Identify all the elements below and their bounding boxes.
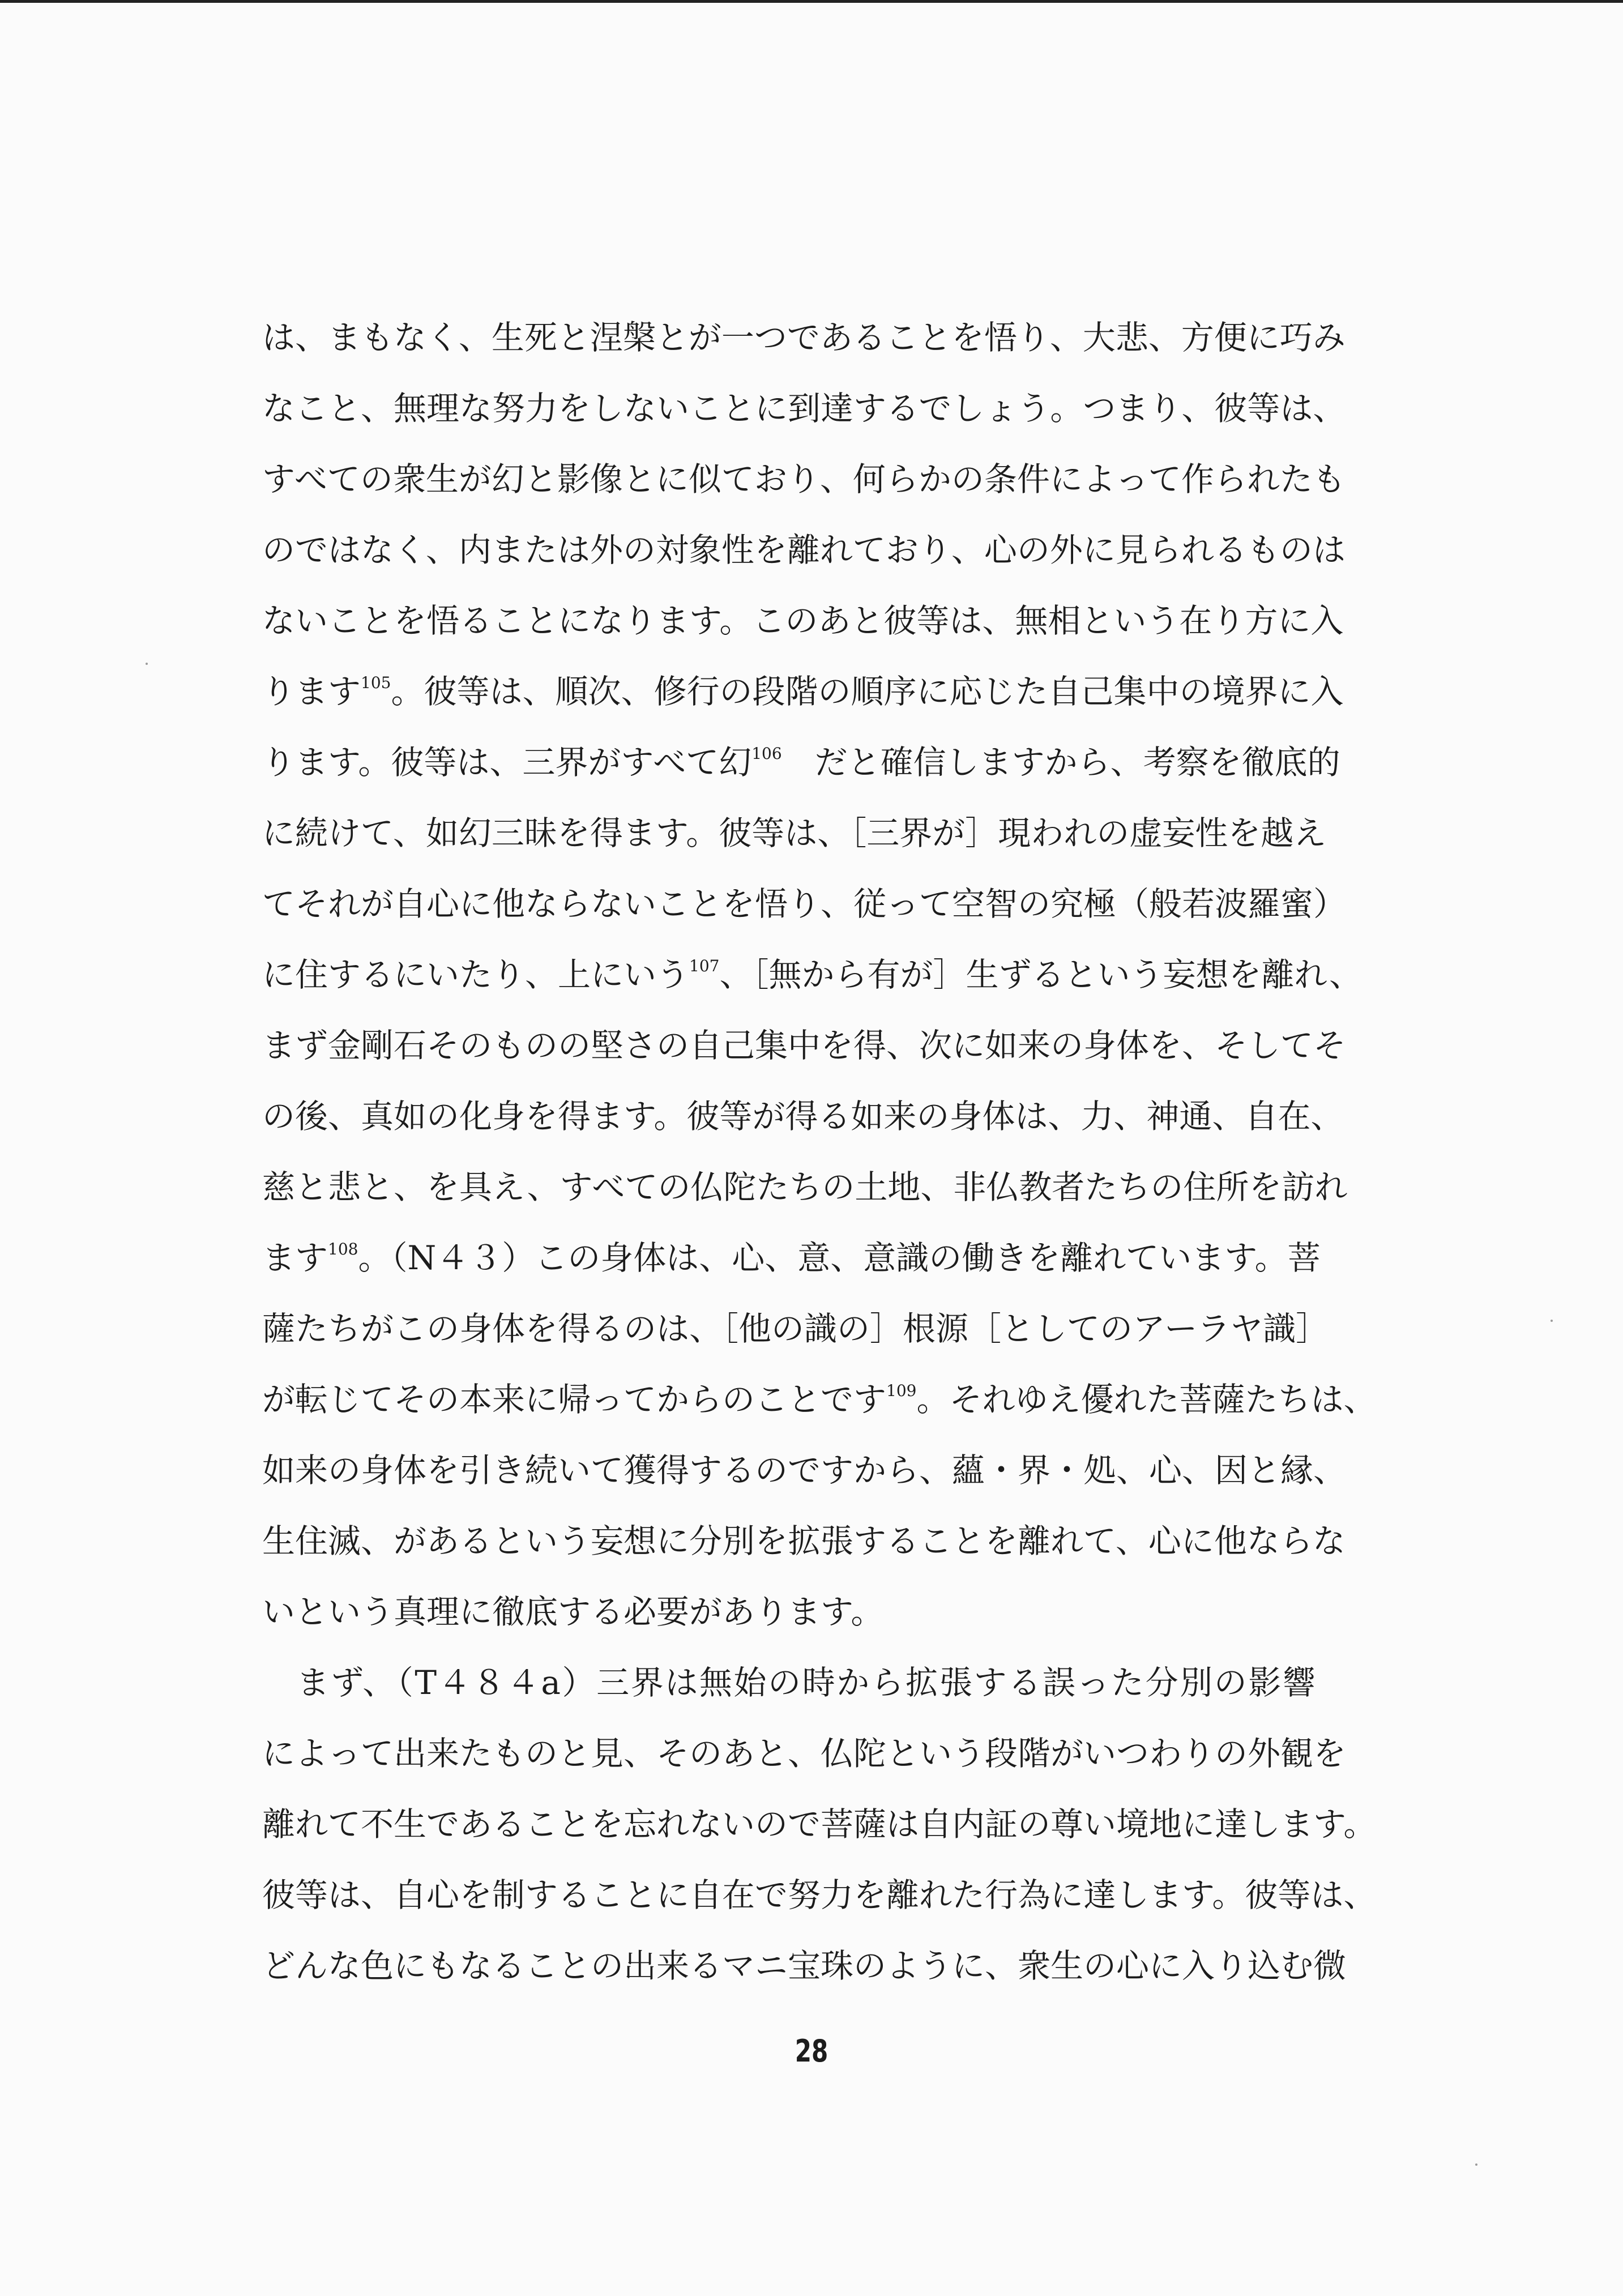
text-line bbox=[262, 667, 1344, 716]
text-line: は、まもなく、生死と涅槃とが一つであることを悟り、大悲、方便に巧み bbox=[262, 318, 1346, 357]
text-segment: 。それゆえ優れた菩薩たちは、 bbox=[916, 1380, 1377, 1419]
top-border-rule bbox=[0, 0, 1623, 3]
footnote-ref: 105 bbox=[361, 673, 391, 692]
text-line bbox=[262, 1233, 1321, 1283]
text-segment: ます bbox=[262, 1239, 328, 1277]
text-line: てそれが自心に他ならないことを悟り、従って空智の究極（般若波羅蜜） bbox=[262, 885, 1347, 923]
page-number: 28 bbox=[795, 2033, 828, 2069]
footnote-ref: 106 bbox=[751, 744, 782, 763]
text-line: いという真理に徹底する必要があります。 bbox=[262, 1593, 884, 1631]
text-segment: に住するにいたり、上にいう bbox=[262, 955, 690, 994]
text-segment: 。（N４３）この身体は、心、意、意識の働きを離れています。菩 bbox=[358, 1239, 1321, 1277]
text-line bbox=[262, 1375, 1377, 1424]
text-line: 離れて不生であることを忘れないので菩薩は自内証の尊い境地に達します。 bbox=[262, 1805, 1377, 1843]
scan-speck bbox=[1475, 2163, 1477, 2166]
scan-speck bbox=[1551, 1320, 1553, 1322]
scan-speck bbox=[146, 663, 148, 665]
text-segment: が転じてその本来に帰ってからのことです bbox=[262, 1380, 887, 1419]
text-line: 慈と悲と、を具え、すべての仏陀たちの土地、非仏教者たちの住所を訪れ bbox=[262, 1168, 1348, 1206]
text-line: まず、（T４８４a）三界は無始の時から拡張する誤った分別の影響 bbox=[262, 1663, 1316, 1702]
text-line: なこと、無理な努力をしないことに到達するでしょう。つまり、彼等は、 bbox=[262, 389, 1346, 428]
text-line: の後、真如の化身を得ます。彼等が得る如来の身体は、力、神通、自在、 bbox=[262, 1097, 1344, 1136]
text-line: すべての衆生が幻と影像とに似ており、何らかの条件によって作られたも bbox=[262, 460, 1346, 498]
text-line: 如来の身体を引き続いて獲得するのですから、蘊・界・処、心、因と縁、 bbox=[262, 1451, 1347, 1490]
footnote-ref: 109 bbox=[886, 1381, 917, 1400]
text-segment: 。彼等は、順次、修行の段階の順序に応じた自己集中の境界に入 bbox=[391, 672, 1344, 711]
text-line: まず金剛石そのものの堅さの自己集中を得、次に如来の身体を、そしてそ bbox=[262, 1026, 1347, 1065]
text-line bbox=[262, 950, 1362, 1000]
text-line: ないことを悟ることになります。このあと彼等は、無相という在り方に入 bbox=[262, 601, 1344, 640]
text-line: 彼等は、自心を制することに自在で努力を離れた行為に達します。彼等は、 bbox=[262, 1876, 1377, 1914]
text-segment: だと確信しますから、考察を徹底的 bbox=[781, 743, 1340, 782]
text-segment: ります。彼等は、三界がすべて幻 bbox=[262, 743, 752, 782]
footnote-ref: 108 bbox=[328, 1240, 358, 1258]
text-line: 薩たちがこの身体を得るのは、［他の識の］根源［としてのアーラヤ識］ bbox=[262, 1309, 1329, 1348]
text-line: に続けて、如幻三昧を得ます。彼等は、［三界が］現われの虚妄性を越え bbox=[262, 814, 1327, 852]
text-line: どんな色にもなることの出来るマニ宝珠のように、衆生の心に入り込む微 bbox=[262, 1947, 1347, 1985]
text-segment: ります bbox=[262, 672, 361, 711]
text-line: 生住滅、があるという妄想に分別を拡張することを離れて、心に他ならな bbox=[262, 1522, 1346, 1560]
text-line bbox=[262, 737, 1340, 787]
text-line: によって出来たものと見、そのあと、仏陀という段階がいつわりの外観を bbox=[262, 1734, 1347, 1773]
text-line: のではなく、内または外の対象性を離れており、心の外に見られるものは bbox=[262, 531, 1346, 569]
text-segment: 、［無から有が］生ずるという妄想を離れ、 bbox=[719, 955, 1362, 994]
footnote-ref: 107 bbox=[689, 957, 720, 975]
